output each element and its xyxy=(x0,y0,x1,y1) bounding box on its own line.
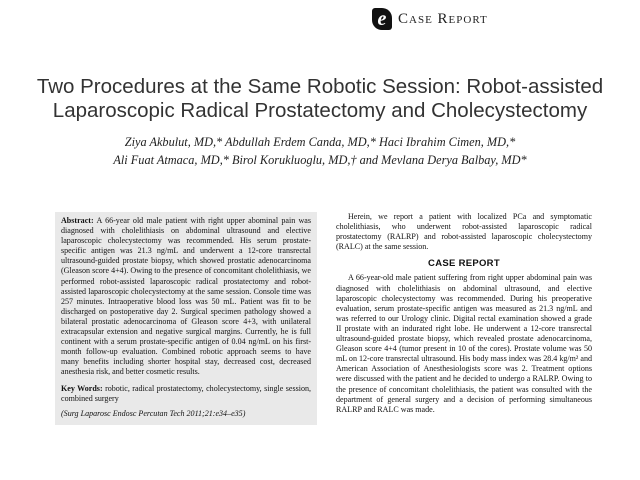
author-line: Ziya Akbulut, MD,* Abdullah Erdem Canda, MD,* Haci Ibrahim Cimen, MD,* xyxy=(124,135,516,149)
keywords-text: robotic, radical prostatectomy, cholecystectomy, single session, combined surgery xyxy=(61,383,311,403)
body-column xyxy=(336,212,592,415)
author-list xyxy=(20,133,620,169)
article-title: Two Procedures at the Same Robotic Session: Robot-assisted Laparoscopic Radical Prostatectomy and Cholecystectomy xyxy=(36,75,604,122)
intro-paragraph: Herein, we report a patient with localized PCa and symptomatic cholelithiasis, who underwent robot-assisted laparoscopic radical prostatectomy (RALRP) and robot-assisted laparoscopic cholecystectomy (RALC) at the same session. xyxy=(336,212,592,252)
abstract-paragraph xyxy=(61,216,311,378)
keywords-label: Key Words: xyxy=(61,383,103,393)
case-report-heading: CASE REPORT xyxy=(428,258,500,270)
author-line: Ali Fuat Atmaca, MD,* Birol Korukluoglu, MD,† and Mevlana Derya Balbay, MD* xyxy=(113,153,527,167)
abstract-label: Abstract: xyxy=(61,216,94,225)
abstract-text: A 66-year old male patient with right upper abominal pain was diagnosed with cholelithiasis on abdominal ultrasound and elective laparoscopic cholecystectomy was recommended. His serum prostate-specific antigen was 21.3 ng/mL and underwent a 12-core transrectal ultrasound-guided prostate biopsy, which showed prostatic adenocarcinoma (Gleason score 4+4). Owing to the presence of concomitant cholelithiasis, we performed robot-assisted laparoscopic radical prostatectomy and robot-assisted laparoscopic cholecystectomy at the same session. Console time was 257 minutes. Intraoperative blood loss was 50 mL. Patient was fit to be discharged on postoperative day 2. Surgical specimen pathology showed a bilateral prostatic adenocarcinoma of Gleason score 4+3, with unilateral extracapsular extension and negative surgical margins. Currently, he is full continent with a serum prostate-specific antigen of 0.04 ng/mL on his first-month follow-up evaluation. Combined robotic approach seems to have many benefits including shorter hospital stay, decreased cost, decreased anesthesia risk, and better cosmetic results. xyxy=(61,216,311,377)
case-report-paragraph: A 66-year-old male patient suffering from right upper abdominal pain was diagnosed with cholelithiasis on abdominal ultrasound, and elective laparoscopic cholecystectomy was recommended. During his preoperative evaluation, serum prostate-specific antigen was measured as 21.3 ng/mL and was referred to our Urology clinic. Digital rectal examination showed a grade II prostate with an indurated right lobe. He underwent a 12-core transrectal ultrasound-guided prostate biopsy, which revealed prostate adenocarcinoma, Gleason score 4+4 (tumor present in 10 of the cores). Prostate volume was 50 mL on 12-core transrectal ultrasound. His body mass index was 28.4 kg/m² and American Association of Anesthesiologists score was 2. Treatment options were discussed with the patient and he decided to undergo a RALRP. Owing to the presence of concomitant cholelithiasis, the patient was consulted with the department of general surgery and a decision of performing simultaneous RALRP and RALC was made. xyxy=(336,273,592,414)
journal-logo: e xyxy=(372,8,392,30)
citation: (Surg Laparosc Endosc Percutan Tech 2011;21:e34–e35) xyxy=(61,408,246,418)
abstract-box xyxy=(55,212,317,425)
journal-section-badge xyxy=(372,8,488,30)
keywords-paragraph xyxy=(61,384,311,404)
section-label: Case Report xyxy=(398,10,488,27)
